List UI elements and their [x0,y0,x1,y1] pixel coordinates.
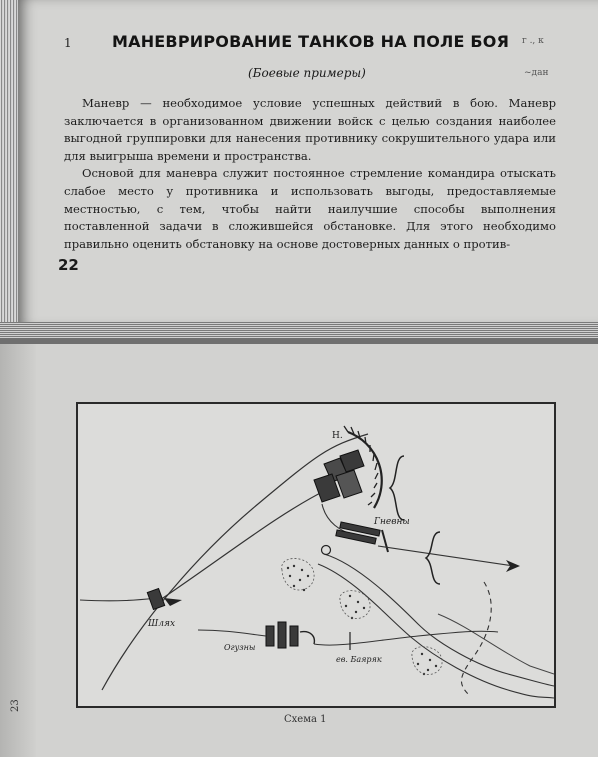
label-gnevny: Гневны [374,517,410,527]
brace-north [390,456,404,520]
brace-middle [426,532,440,584]
tank-group-oguzhny [266,622,298,648]
margin-mark-right-2: ~дан [524,68,549,78]
oguzhny-hook [300,632,314,644]
article-subtitle: (Боевые примеры) [248,66,366,80]
bottom-book-page [0,344,598,757]
article-title: МАНЕВРИРОВАНИЕ ТАНКОВ НА ПОЛЕ БОЯ [112,32,510,51]
tactical-map-frame [76,402,556,708]
label-n: Н. [332,431,343,441]
tactical-map [78,404,554,706]
river-bank-3 [438,614,554,674]
paragraph-1: Маневр — необходимое условие успешных действий в бою. Маневр заключается в организованном движении войск с целью создания наиболее выгодной группировки для нанесения противнику сокрушительного удара или для выигрыша времени и пространства. [64,96,556,163]
margin-mark-right: г ., к [522,36,544,46]
arrow-east [506,560,520,572]
label-shlyakh: Шлях [148,619,176,629]
arrow-shlyakh [164,598,182,606]
label-oguzhny: Огузны [224,643,256,652]
woods-outline-1 [282,558,314,590]
river-bank-1 [324,554,554,686]
page-edges-left [0,0,18,338]
tank-group-north [314,450,364,502]
gnevny-barrier [382,530,388,552]
margin-mark-left: 1 [64,36,72,50]
road-west [80,598,158,601]
dashed-route [461,582,491,696]
top-book-page [0,0,598,338]
page-number-side: 23 [10,699,21,712]
river-bank-2 [318,564,554,698]
page-edges-bottom [0,322,598,338]
page-spine-shadow [0,344,36,757]
article-body [64,95,556,253]
road-centre [160,489,328,600]
map-caption: Схема 1 [284,714,327,725]
tank-shlyakh [147,588,164,609]
page-number-top: 22 [58,256,79,274]
label-baryak: ев. Баяряк [336,655,382,664]
road-east [378,546,514,566]
paragraph-2: Основой для маневра служит постоянное стремление командира отыскать слабое место у противника и использовать выгоды, предоставляемые местностью, с тем, чтобы найти наилучшие способы выполнения поставленной задачи в сложившейся обстановке. Для этого необходимо правильно оценить обстановку на основе достоверных данных о против- [64,166,556,251]
marker-point [322,546,331,555]
road-oguzhny [198,630,266,636]
